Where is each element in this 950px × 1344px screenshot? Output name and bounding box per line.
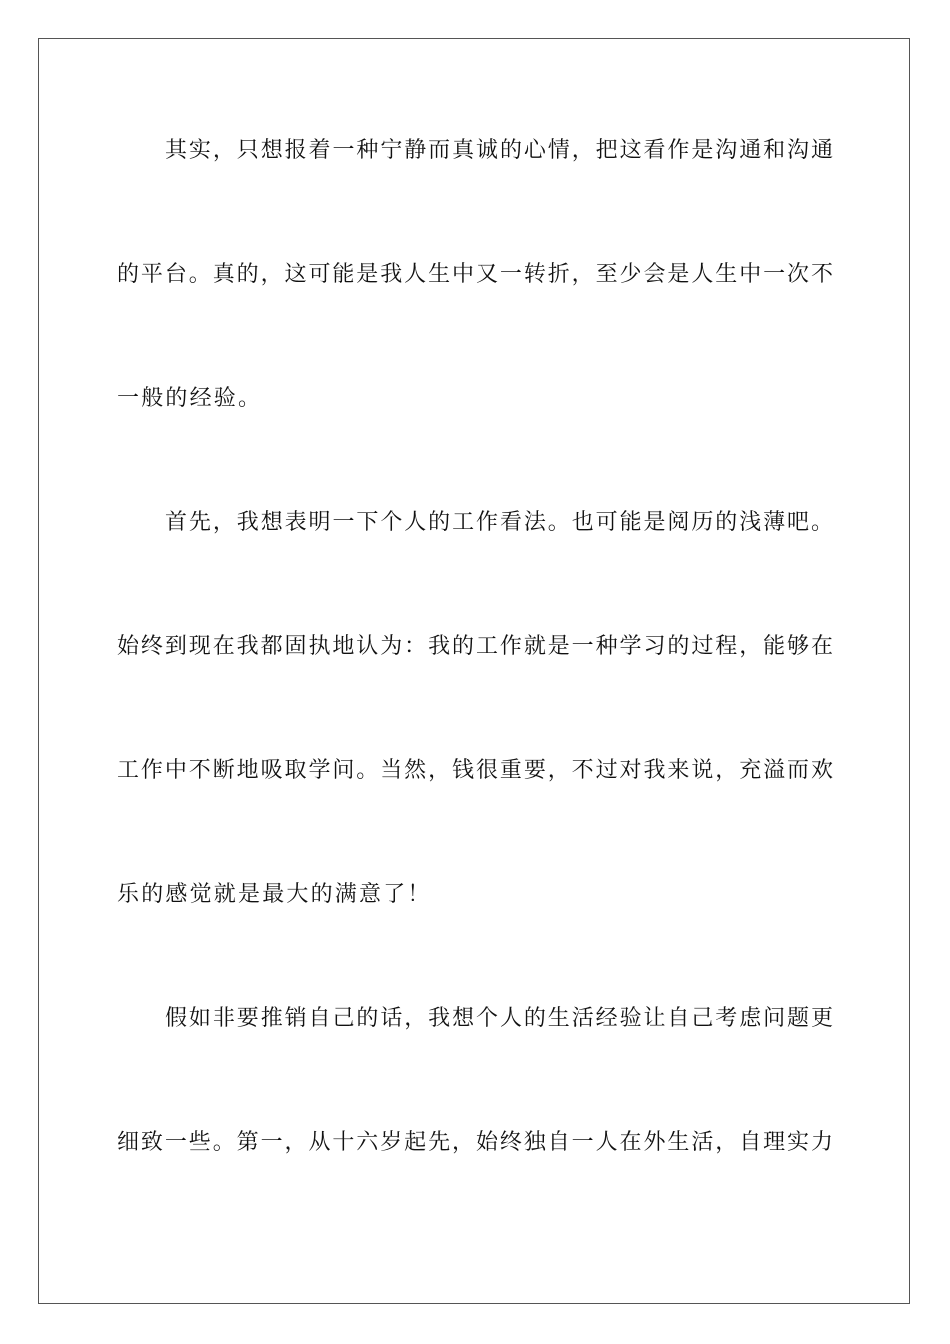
paragraph-2-line-4: 乐的感觉就是最大的满意了！: [117, 882, 432, 907]
paragraph-2-line-2: 始终到现在我都固执地认为：我的工作就是一种学习的过程，能够在: [117, 634, 833, 659]
page-border: [38, 38, 910, 1304]
paragraph-1-line-1: 其实，只想报着一种宁静而真诚的心情，把这看作是沟通和沟通: [165, 138, 833, 163]
paragraph-3-line-2: 细致一些。第一，从十六岁起先，始终独自一人在外生活，自理实力: [117, 1130, 833, 1155]
paragraph-2-line-3: 工作中不断地吸取学问。当然，钱很重要，不过对我来说，充溢而欢: [117, 758, 833, 783]
paragraph-1-line-2: 的平台。真的，这可能是我人生中又一转折，至少会是人生中一次不: [117, 262, 833, 287]
paragraph-3-line-1: 假如非要推销自己的话，我想个人的生活经验让自己考虑问题更: [165, 1006, 833, 1031]
paragraph-2-line-1: 首先，我想表明一下个人的工作看法。也可能是阅历的浅薄吧。: [165, 510, 833, 535]
paragraph-1-line-3: 一般的经验。: [117, 386, 263, 411]
